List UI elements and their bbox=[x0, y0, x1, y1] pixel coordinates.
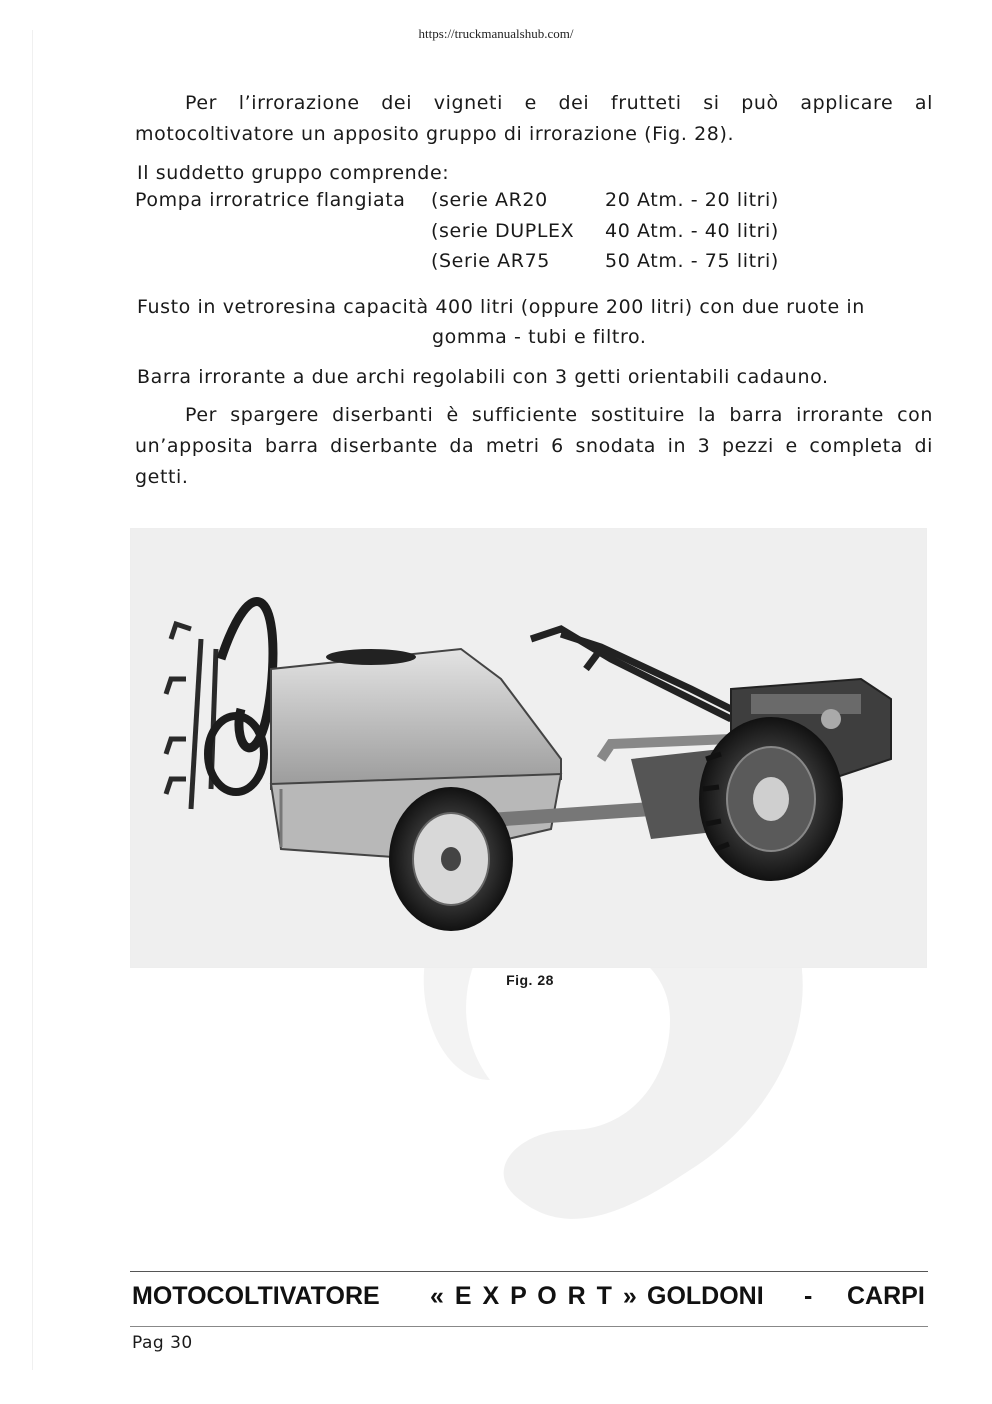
pump-spec: 40 Atm. - 40 litri) bbox=[605, 220, 779, 242]
pump-series: (serie DUPLEX bbox=[431, 220, 575, 242]
page-margin-line bbox=[32, 30, 33, 1370]
footer-title-brand: GOLDONI bbox=[647, 1282, 764, 1310]
footer-title-word: MOTOCOLTIVATORE bbox=[132, 1282, 380, 1310]
source-url[interactable]: https://truckmanualshub.com/ bbox=[418, 26, 574, 41]
paragraph-group-intro: Il suddetto gruppo comprende: bbox=[137, 162, 450, 184]
footer-rule-bottom bbox=[130, 1326, 928, 1327]
paragraph-spray-bar: Barra irrorante a due archi regolabili con 3 getti orientabili cadauno. bbox=[137, 366, 829, 388]
pump-spec: 20 Atm. - 20 litri) bbox=[605, 189, 779, 211]
sprayer-illustration bbox=[131, 529, 926, 967]
trailer-wheel bbox=[389, 787, 513, 931]
paragraph-tank-line1: Fusto in vetroresina capacità 400 litri (oppure 200 litri) con due ruote in bbox=[137, 296, 865, 318]
footer-title-export: « E X P O R T » bbox=[430, 1282, 639, 1310]
paragraph-intro: Per l’irrorazione dei vigneti e dei frutteti si può applicare al motocoltivatore un apposito gruppo di irrorazione (Fig. 28). bbox=[135, 92, 933, 145]
tractor-wheel bbox=[699, 717, 843, 881]
page-number: Pag 30 bbox=[132, 1333, 193, 1353]
footer-title bbox=[132, 1282, 928, 1318]
paragraph-tank-line2: gomma - tubi e filtro. bbox=[432, 326, 647, 348]
footer-rule-top bbox=[130, 1271, 928, 1272]
paragraph-herbicide: Per spargere diserbanti è sufficiente sostituire la barra irrorante con un’apposita barra diserbante da metri 6 snodata in 3 pezzi e completa di getti. bbox=[135, 404, 933, 488]
pump-series: (Serie AR75 bbox=[431, 250, 550, 272]
pump-series: (serie AR20 bbox=[431, 189, 548, 211]
figure-caption: Fig. 28 bbox=[506, 972, 554, 988]
footer-title-dash: - bbox=[804, 1282, 813, 1310]
pump-spec: 50 Atm. - 75 litri) bbox=[605, 250, 779, 272]
pump-label: Pompa irroratrice flangiata bbox=[135, 189, 406, 211]
figure-sprayer-photo bbox=[130, 528, 927, 968]
footer-title-city: CARPI bbox=[847, 1282, 925, 1310]
